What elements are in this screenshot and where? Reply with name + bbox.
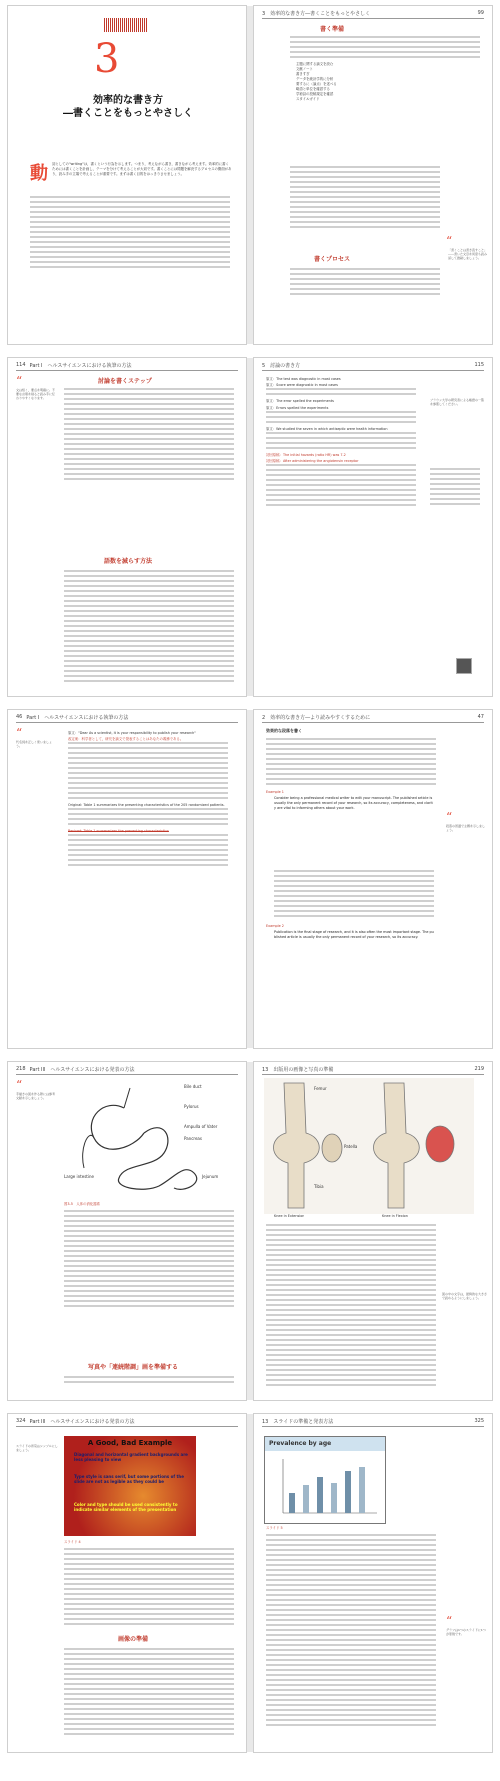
chart-bar bbox=[345, 1471, 351, 1513]
list-item: 主題に関する論文を読む bbox=[296, 62, 334, 66]
example-list bbox=[266, 376, 424, 676]
running-header: 218 Part III ヘルスサイエンスにおける発表の方法 bbox=[16, 1066, 238, 1075]
chart-bar bbox=[317, 1477, 323, 1513]
list-item: データを統計学的に分析 bbox=[296, 77, 334, 81]
quote-mark: “ bbox=[16, 1078, 23, 1092]
page-number: 324 bbox=[16, 1418, 26, 1424]
section-heading: 効果的な段落を書く bbox=[266, 728, 302, 733]
label-bile-duct: Bile duct bbox=[184, 1084, 202, 1089]
chapter-number: 3 bbox=[94, 36, 120, 82]
page-114 bbox=[8, 358, 246, 696]
quote-mark: “ bbox=[446, 234, 453, 248]
label-patella: Patella bbox=[344, 1144, 358, 1149]
page-324 bbox=[8, 1414, 246, 1752]
page-chapter-opener bbox=[8, 6, 246, 344]
page-46 bbox=[8, 710, 246, 1048]
section-heading: 書くプロセス bbox=[314, 256, 351, 263]
label-tibia: Tibia bbox=[314, 1184, 324, 1189]
page-number: 325 bbox=[474, 1418, 484, 1424]
list-item: 原文：We studied the seven in which antiseptic were health information bbox=[266, 426, 388, 431]
chart-bar bbox=[331, 1483, 337, 1513]
example-list bbox=[68, 730, 234, 1030]
list-item: 初回原稿：After administering the angiotensin receptor bbox=[266, 459, 359, 464]
text-lines bbox=[64, 1376, 234, 1386]
decorative-strip bbox=[104, 18, 148, 32]
quote-mark: “ bbox=[16, 374, 23, 388]
side-note: スライドの背景はシンプルにしましょう。 bbox=[16, 1444, 58, 1453]
text-lines bbox=[64, 388, 234, 483]
page-219 bbox=[254, 1062, 492, 1400]
label-jejunum: Jejunum bbox=[202, 1174, 219, 1179]
prevalence-slide bbox=[264, 1436, 386, 1524]
chart-bar bbox=[359, 1467, 365, 1513]
text-lines bbox=[274, 870, 434, 920]
page-number: 47 bbox=[477, 714, 484, 720]
text-lines bbox=[64, 1648, 234, 1738]
slide-title: A Good, Bad Example bbox=[87, 1439, 173, 1447]
drop-cap: 動 bbox=[30, 163, 48, 184]
text-lines bbox=[30, 196, 230, 271]
example-slide bbox=[64, 1436, 196, 1536]
label-pylorus: Pylorus bbox=[184, 1104, 199, 1109]
page-number: 115 bbox=[474, 362, 484, 368]
quote-mark: “ bbox=[446, 810, 453, 824]
label-pancreas: Pancreas bbox=[184, 1136, 202, 1141]
side-note: 段落の冒頭で主題を示しましょう。 bbox=[446, 824, 486, 833]
example-label: Example 2 bbox=[266, 924, 284, 928]
list-item: 原文：Errors spelled the experiments bbox=[266, 405, 329, 410]
side-note: 文は短く，要点を明確に。不要な言葉を削ると読み手に伝わりやすくなります。 bbox=[16, 388, 56, 401]
chapter-title: 効率的な書き方 ―書くことをもっとやさしく bbox=[63, 95, 193, 119]
section-heading: 画像の準備 bbox=[118, 1636, 149, 1643]
caption-flexion: Knee in Flexion bbox=[382, 1214, 408, 1218]
running-header: 13 出版用の画像と写真の準備 219 bbox=[262, 1066, 484, 1073]
side-note: 代名詞を正しく使いましょう。 bbox=[16, 740, 53, 749]
page-number: 218 bbox=[16, 1066, 26, 1072]
side-note: 図の中の文字は，最終的な大きさで読めるようにしましょう。 bbox=[442, 1292, 488, 1301]
list-item: 初回原稿：The initial hazards (ratio HR) was 7.2 bbox=[266, 453, 346, 458]
list-item: 原文：Score were diagnostic in most cases bbox=[266, 383, 338, 388]
list-item: 改定案：科学者として，研究を論文で発表することはあなたの義務である。 bbox=[68, 737, 184, 741]
list-item: Original: Table 1 summarizes the presenting characteristics of the 205 randomized patients. bbox=[68, 803, 225, 807]
section-heading: 写真や「連続階調」画を準備する bbox=[88, 1364, 179, 1371]
example-text: Publication is the final stage of research, and it is also often the most important stage. The published article is usually the only permanent record of your research, so its accuracy. bbox=[274, 930, 434, 939]
margin-logo bbox=[456, 658, 472, 674]
running-header: 3 効率的な書き方―書くことをもっとやさしく 99 bbox=[262, 10, 484, 17]
page-number: 46 bbox=[16, 714, 23, 720]
text-lines bbox=[290, 36, 480, 61]
list-item: 原文："Dear As a scientist, it is your responsibility to publish your research" bbox=[68, 731, 196, 735]
page-325 bbox=[254, 1414, 492, 1752]
list-item: 書きすぎ bbox=[296, 72, 310, 76]
example-label: Example 1 bbox=[266, 790, 284, 794]
list-item: 学術誌の投稿規定を確認 bbox=[296, 92, 334, 96]
page-number: 219 bbox=[474, 1066, 484, 1072]
page-number: 99 bbox=[477, 10, 484, 16]
caption-extension: Knee in Extension bbox=[274, 1214, 305, 1218]
text-lines bbox=[290, 166, 440, 231]
slide-bullet: Type style is sans serif, but some portions of the slide are not as legible as they could be bbox=[74, 1474, 184, 1484]
running-header: 324 Part III ヘルスサイエンスにおける発表の方法 bbox=[16, 1418, 238, 1427]
side-note: ブラウン大学の研究者による略語の一覧を参照してください。 bbox=[430, 398, 485, 407]
section-heading: 討論を書くステップ bbox=[98, 378, 152, 385]
spread-3 bbox=[8, 710, 492, 1048]
digestive-illustration bbox=[64, 1078, 234, 1198]
page-115 bbox=[254, 358, 492, 696]
page-99 bbox=[254, 6, 492, 344]
text-lines bbox=[266, 1224, 436, 1389]
running-header: 5 討論の書き方 115 bbox=[262, 362, 484, 369]
list-item: スタイルガイド bbox=[296, 97, 320, 101]
text-lines bbox=[290, 268, 440, 298]
text-lines bbox=[64, 570, 234, 685]
section-heading: 語数を減らす方法 bbox=[104, 558, 153, 565]
chart-title: Prevalence by age bbox=[269, 1440, 332, 1447]
spread-5 bbox=[8, 1414, 492, 1752]
label-large-intestine: Large intestine bbox=[64, 1174, 94, 1179]
side-note: グラフは1つのスライドに1つが原則です。 bbox=[446, 1628, 486, 1637]
bar-chart bbox=[279, 1457, 379, 1517]
running-header: 13 スライドの準備と発表方法 325 bbox=[262, 1418, 484, 1425]
spread-1 bbox=[8, 6, 492, 344]
text-lines bbox=[64, 1210, 234, 1310]
running-header: 114 Part I ヘルスサイエンスにおける執筆の方法 bbox=[16, 362, 238, 371]
page-47 bbox=[254, 710, 492, 1048]
list-item: 原文：The test was diagnostic in most cases bbox=[266, 377, 341, 381]
quote-mark: “ bbox=[446, 1614, 453, 1628]
list-item: 原文：The error spelled the experiments bbox=[266, 399, 334, 404]
chart-bar bbox=[289, 1493, 295, 1513]
figure-caption: スライド 4 bbox=[64, 1540, 81, 1544]
chart-bar bbox=[303, 1485, 309, 1513]
example-text: Consider being a professional medical writer to edit your manuscript. The published article is usually the only permanent record of your research, so its accuracy, completeness, and clarity are vital to informing others about your work. bbox=[274, 796, 433, 810]
label-ampulla: Ampulla of Vater bbox=[184, 1124, 218, 1129]
spread-4 bbox=[8, 1062, 492, 1400]
quote-mark: “ bbox=[16, 726, 23, 740]
list-item: 文献ノート bbox=[296, 67, 313, 71]
figure-caption: 図3-5 人体の消化器系 bbox=[64, 1202, 101, 1206]
section-heading: 書く準備 bbox=[320, 26, 345, 33]
requirement-list bbox=[296, 62, 446, 154]
text-lines bbox=[266, 1534, 436, 1729]
side-note: 「書くことは書き直すこと」――書いた文章を何度も読み返して推敲しましょう。 bbox=[448, 248, 488, 261]
text-lines bbox=[266, 738, 436, 788]
slide-bullet: Diagonal and horizontal gradient backgrounds are less pleasing to view bbox=[74, 1452, 188, 1462]
page-218 bbox=[8, 1062, 246, 1400]
list-item: Revised: Table 1 summarizes the presenting characteristics bbox=[68, 829, 169, 833]
list-item: 要するに（論点）を述べる bbox=[296, 82, 337, 86]
text-lines bbox=[64, 1548, 234, 1628]
list-item: 略語と単位を確認する bbox=[296, 87, 330, 91]
knee-illustration bbox=[264, 1078, 474, 1214]
page-number: 114 bbox=[16, 362, 26, 368]
running-header: 2 効率的な書き方―より読みやすくするために 47 bbox=[262, 714, 484, 721]
spread-2 bbox=[8, 358, 492, 696]
slide-bullet: Color and type should be used consistently to indicate similar elements of the presentation bbox=[74, 1502, 178, 1512]
body-text: 詞としての"writing"は，書くという行為を示します。つまり，考えながら書き，書きながら考えます。効率的に書くためには書くことを計画し，テーマを分けて考えることが大切です。書くことには問題を解決するプロセスの側面があり，読み手の立場で考えることが重要です。まずは書く目的をはっきりさせましょう。 bbox=[52, 162, 232, 176]
label-femur: Femur bbox=[314, 1086, 327, 1091]
side-lines bbox=[430, 468, 480, 508]
running-header: 46 Part I ヘルスサイエンスにおける執筆の方法 bbox=[16, 714, 238, 723]
side-note: 手描きの図を作る際には参考文献を示しましょう。 bbox=[16, 1092, 56, 1101]
figure-caption: スライド 5 bbox=[266, 1526, 283, 1530]
